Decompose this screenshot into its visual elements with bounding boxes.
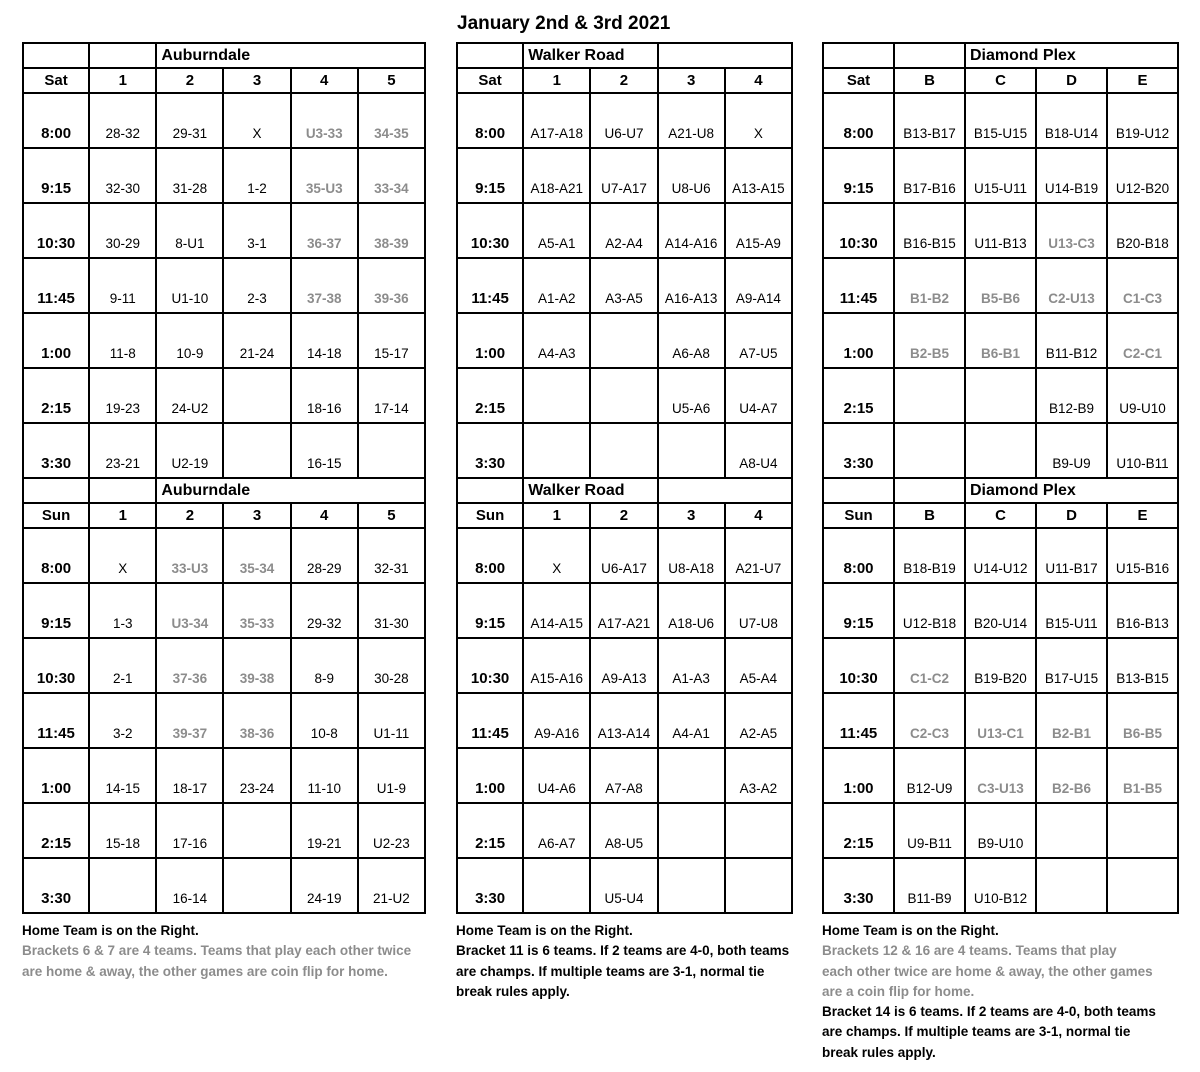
game-cell: A16-A13 bbox=[658, 258, 725, 313]
game-cell: 15-17 bbox=[358, 313, 425, 368]
game-cell: A6-A7 bbox=[523, 803, 590, 858]
game-cell bbox=[658, 748, 725, 803]
game-cell: U2-23 bbox=[358, 803, 425, 858]
game-cell: 28-29 bbox=[291, 528, 358, 583]
game-cell: A7-U5 bbox=[725, 313, 792, 368]
game-cell: C3-U13 bbox=[965, 748, 1036, 803]
venue-name: Walker Road bbox=[523, 43, 657, 68]
game-cell: X bbox=[89, 528, 156, 583]
game-cell: 8-9 bbox=[291, 638, 358, 693]
blank-cell bbox=[23, 478, 89, 503]
game-cell: 24-U2 bbox=[156, 368, 223, 423]
game-cell: B20-U14 bbox=[965, 583, 1036, 638]
game-cell: 23-21 bbox=[89, 423, 156, 478]
note-line: are champs. If multiple teams are 3-1, normal tie bbox=[456, 963, 765, 979]
game-cell bbox=[89, 858, 156, 913]
game-cell bbox=[523, 423, 590, 478]
diamond-plex-table bbox=[822, 42, 1179, 914]
time-cell: 3:30 bbox=[823, 858, 894, 913]
game-cell: U13-C1 bbox=[965, 693, 1036, 748]
game-cell: U14-B19 bbox=[1036, 148, 1107, 203]
time-cell: 9:15 bbox=[457, 148, 523, 203]
game-cell: U3-33 bbox=[291, 93, 358, 148]
game-cell bbox=[725, 858, 792, 913]
column-header: E bbox=[1107, 68, 1178, 93]
game-cell: U9-B11 bbox=[894, 803, 965, 858]
time-cell: 10:30 bbox=[23, 638, 89, 693]
game-cell: A2-A4 bbox=[590, 203, 657, 258]
column-header: 3 bbox=[658, 68, 725, 93]
game-cell: 14-18 bbox=[291, 313, 358, 368]
game-cell: A15-A9 bbox=[725, 203, 792, 258]
venue-name: Auburndale bbox=[156, 43, 425, 68]
day-label: Sat bbox=[823, 68, 894, 93]
game-cell: A18-A21 bbox=[523, 148, 590, 203]
game-cell: U11-B17 bbox=[1036, 528, 1107, 583]
game-cell bbox=[358, 423, 425, 478]
note-line: Brackets 12 & 16 are 4 teams. Teams that play bbox=[822, 943, 1117, 959]
game-cell: U12-B20 bbox=[1107, 148, 1178, 203]
game-cell bbox=[725, 803, 792, 858]
column-header: 1 bbox=[89, 68, 156, 93]
game-cell: A1-A2 bbox=[523, 258, 590, 313]
game-cell: U6-A17 bbox=[590, 528, 657, 583]
blank-cell bbox=[894, 43, 965, 68]
note-line: Bracket 14 is 6 teams. If 2 teams are 4-0, both teams bbox=[822, 1004, 1156, 1020]
blank-cell bbox=[894, 478, 965, 503]
schedule-title: January 2nd & 3rd 2021 bbox=[457, 13, 671, 34]
game-cell: U12-B18 bbox=[894, 583, 965, 638]
game-cell: A21-U8 bbox=[658, 93, 725, 148]
game-cell bbox=[223, 803, 290, 858]
game-cell: U14-U12 bbox=[965, 528, 1036, 583]
game-cell: U13-C3 bbox=[1036, 203, 1107, 258]
game-cell: B11-B12 bbox=[1036, 313, 1107, 368]
game-cell bbox=[223, 858, 290, 913]
venue-name: Diamond Plex bbox=[965, 478, 1178, 503]
game-cell: 2-1 bbox=[89, 638, 156, 693]
game-cell bbox=[658, 803, 725, 858]
game-cell: 3-2 bbox=[89, 693, 156, 748]
game-cell: B17-B16 bbox=[894, 148, 965, 203]
column-header: 4 bbox=[725, 503, 792, 528]
day-label: Sun bbox=[823, 503, 894, 528]
game-cell: X bbox=[223, 93, 290, 148]
game-cell: 21-24 bbox=[223, 313, 290, 368]
time-cell: 9:15 bbox=[23, 583, 89, 638]
game-cell bbox=[523, 858, 590, 913]
game-cell bbox=[965, 368, 1036, 423]
game-cell: C2-C1 bbox=[1107, 313, 1178, 368]
game-cell: B12-U9 bbox=[894, 748, 965, 803]
game-cell: A17-A18 bbox=[523, 93, 590, 148]
game-cell: B19-U12 bbox=[1107, 93, 1178, 148]
note-line: break rules apply. bbox=[822, 1044, 936, 1060]
game-cell: B1-B5 bbox=[1107, 748, 1178, 803]
walker-road-section bbox=[456, 42, 793, 1002]
game-cell: A13-A15 bbox=[725, 148, 792, 203]
game-cell: 3-1 bbox=[223, 203, 290, 258]
game-cell: 31-30 bbox=[358, 583, 425, 638]
game-cell: B18-B19 bbox=[894, 528, 965, 583]
game-cell: B15-U15 bbox=[965, 93, 1036, 148]
game-cell: 35-33 bbox=[223, 583, 290, 638]
game-cell: 23-24 bbox=[223, 748, 290, 803]
game-cell: U1-9 bbox=[358, 748, 425, 803]
game-cell: 38-36 bbox=[223, 693, 290, 748]
game-cell: B15-U11 bbox=[1036, 583, 1107, 638]
time-cell: 9:15 bbox=[23, 148, 89, 203]
game-cell: U4-A7 bbox=[725, 368, 792, 423]
game-cell: 8-U1 bbox=[156, 203, 223, 258]
time-cell: 11:45 bbox=[823, 258, 894, 313]
blank-cell bbox=[89, 478, 156, 503]
note-line: Home Team is on the Right. bbox=[22, 923, 199, 938]
time-cell: 8:00 bbox=[457, 528, 523, 583]
game-cell: 31-28 bbox=[156, 148, 223, 203]
game-cell: B2-B6 bbox=[1036, 748, 1107, 803]
blank-cell bbox=[457, 43, 523, 68]
game-cell: A5-A1 bbox=[523, 203, 590, 258]
column-header: E bbox=[1107, 503, 1178, 528]
game-cell: 21-U2 bbox=[358, 858, 425, 913]
time-cell: 1:00 bbox=[457, 748, 523, 803]
game-cell bbox=[894, 423, 965, 478]
game-cell: U10-B12 bbox=[965, 858, 1036, 913]
game-cell: 17-14 bbox=[358, 368, 425, 423]
walker-road-table bbox=[456, 42, 793, 914]
game-cell: 11-8 bbox=[89, 313, 156, 368]
note-line: break rules apply. bbox=[456, 983, 570, 999]
game-cell: A18-U6 bbox=[658, 583, 725, 638]
game-cell: U7-A17 bbox=[590, 148, 657, 203]
venue-name: Auburndale bbox=[156, 478, 425, 503]
game-cell: A14-A15 bbox=[523, 583, 590, 638]
column-header: B bbox=[894, 503, 965, 528]
game-cell: A17-A21 bbox=[590, 583, 657, 638]
auburndale-table bbox=[22, 42, 426, 914]
time-cell: 10:30 bbox=[823, 203, 894, 258]
game-cell: 19-23 bbox=[89, 368, 156, 423]
game-cell: A1-A3 bbox=[658, 638, 725, 693]
time-cell: 2:15 bbox=[457, 803, 523, 858]
time-cell: 3:30 bbox=[457, 858, 523, 913]
game-cell: 39-37 bbox=[156, 693, 223, 748]
blank-cell bbox=[23, 43, 89, 68]
game-cell: 18-16 bbox=[291, 368, 358, 423]
game-cell: B16-B15 bbox=[894, 203, 965, 258]
game-cell: A8-U4 bbox=[725, 423, 792, 478]
game-cell: 14-15 bbox=[89, 748, 156, 803]
game-cell bbox=[590, 313, 657, 368]
game-cell: 33-U3 bbox=[156, 528, 223, 583]
game-cell: A4-A3 bbox=[523, 313, 590, 368]
game-cell: 17-16 bbox=[156, 803, 223, 858]
game-cell: B9-U10 bbox=[965, 803, 1036, 858]
game-cell: 30-29 bbox=[89, 203, 156, 258]
game-cell: C2-U13 bbox=[1036, 258, 1107, 313]
game-cell: 32-30 bbox=[89, 148, 156, 203]
time-cell: 11:45 bbox=[23, 258, 89, 313]
time-cell: 11:45 bbox=[23, 693, 89, 748]
day-label: Sat bbox=[23, 68, 89, 93]
time-cell: 8:00 bbox=[457, 93, 523, 148]
game-cell: X bbox=[725, 93, 792, 148]
time-cell: 11:45 bbox=[457, 693, 523, 748]
game-cell: 16-14 bbox=[156, 858, 223, 913]
game-cell: A9-A14 bbox=[725, 258, 792, 313]
game-cell: A13-A14 bbox=[590, 693, 657, 748]
column-header: 4 bbox=[725, 68, 792, 93]
column-header: 2 bbox=[590, 68, 657, 93]
time-cell: 1:00 bbox=[823, 748, 894, 803]
note-line: are champs. If multiple teams are 3-1, normal tie bbox=[822, 1024, 1131, 1040]
time-cell: 2:15 bbox=[823, 368, 894, 423]
column-header: 5 bbox=[358, 68, 425, 93]
walker-road-notes bbox=[456, 921, 793, 1002]
time-cell: 2:15 bbox=[823, 803, 894, 858]
game-cell: B11-B9 bbox=[894, 858, 965, 913]
game-cell: U15-B16 bbox=[1107, 528, 1178, 583]
game-cell: 16-15 bbox=[291, 423, 358, 478]
note-line: each other twice are home & away, the other games bbox=[822, 963, 1153, 979]
game-cell: B17-U15 bbox=[1036, 638, 1107, 693]
time-cell: 10:30 bbox=[823, 638, 894, 693]
time-cell: 11:45 bbox=[457, 258, 523, 313]
column-header: 2 bbox=[156, 503, 223, 528]
game-cell: B13-B17 bbox=[894, 93, 965, 148]
game-cell: U1-11 bbox=[358, 693, 425, 748]
game-cell bbox=[523, 368, 590, 423]
time-cell: 10:30 bbox=[457, 638, 523, 693]
blank-cell bbox=[658, 478, 792, 503]
game-cell: B6-B5 bbox=[1107, 693, 1178, 748]
column-header: 3 bbox=[658, 503, 725, 528]
time-cell: 1:00 bbox=[823, 313, 894, 368]
game-cell: 34-35 bbox=[358, 93, 425, 148]
game-cell: 36-37 bbox=[291, 203, 358, 258]
game-cell: B13-B15 bbox=[1107, 638, 1178, 693]
game-cell bbox=[1107, 803, 1178, 858]
game-cell: 28-32 bbox=[89, 93, 156, 148]
game-cell: U4-A6 bbox=[523, 748, 590, 803]
game-cell: 35-34 bbox=[223, 528, 290, 583]
game-cell: 39-36 bbox=[358, 258, 425, 313]
game-cell: B18-U14 bbox=[1036, 93, 1107, 148]
game-cell: B1-B2 bbox=[894, 258, 965, 313]
column-header: C bbox=[965, 68, 1036, 93]
game-cell: A14-A16 bbox=[658, 203, 725, 258]
column-header: 4 bbox=[291, 68, 358, 93]
blank-cell bbox=[89, 43, 156, 68]
column-header: 4 bbox=[291, 503, 358, 528]
venue-name: Diamond Plex bbox=[965, 43, 1178, 68]
game-cell: 35-U3 bbox=[291, 148, 358, 203]
time-cell: 8:00 bbox=[23, 528, 89, 583]
time-cell: 10:30 bbox=[457, 203, 523, 258]
blank-cell bbox=[823, 478, 894, 503]
column-header: 3 bbox=[223, 503, 290, 528]
game-cell: C2-C3 bbox=[894, 693, 965, 748]
note-line: Brackets 6 & 7 are 4 teams. Teams that play each other twice bbox=[22, 943, 412, 959]
game-cell: 18-17 bbox=[156, 748, 223, 803]
game-cell: C1-C3 bbox=[1107, 258, 1178, 313]
time-cell: 10:30 bbox=[23, 203, 89, 258]
note-line: are a coin flip for home. bbox=[822, 983, 975, 999]
game-cell: 38-39 bbox=[358, 203, 425, 258]
game-cell: U5-A6 bbox=[658, 368, 725, 423]
time-cell: 8:00 bbox=[23, 93, 89, 148]
game-cell: A15-A16 bbox=[523, 638, 590, 693]
time-cell: 9:15 bbox=[823, 583, 894, 638]
game-cell: A2-A5 bbox=[725, 693, 792, 748]
game-cell: 39-38 bbox=[223, 638, 290, 693]
game-cell: U8-U6 bbox=[658, 148, 725, 203]
game-cell: U5-U4 bbox=[590, 858, 657, 913]
note-line: Home Team is on the Right. bbox=[456, 923, 633, 938]
column-header: B bbox=[894, 68, 965, 93]
game-cell: B12-B9 bbox=[1036, 368, 1107, 423]
game-cell bbox=[223, 368, 290, 423]
game-cell: A6-A8 bbox=[658, 313, 725, 368]
game-cell: 33-34 bbox=[358, 148, 425, 203]
time-cell: 3:30 bbox=[23, 423, 89, 478]
game-cell: 10-8 bbox=[291, 693, 358, 748]
time-cell: 1:00 bbox=[23, 748, 89, 803]
column-header: 2 bbox=[156, 68, 223, 93]
game-cell: A5-A4 bbox=[725, 638, 792, 693]
game-cell: 29-31 bbox=[156, 93, 223, 148]
game-cell: B2-B1 bbox=[1036, 693, 1107, 748]
time-cell: 9:15 bbox=[823, 148, 894, 203]
game-cell: B6-B1 bbox=[965, 313, 1036, 368]
game-cell: 37-36 bbox=[156, 638, 223, 693]
column-header: D bbox=[1036, 68, 1107, 93]
game-cell: 19-21 bbox=[291, 803, 358, 858]
game-cell: A3-A2 bbox=[725, 748, 792, 803]
column-header: C bbox=[965, 503, 1036, 528]
game-cell: 10-9 bbox=[156, 313, 223, 368]
day-label: Sun bbox=[457, 503, 523, 528]
time-cell: 3:30 bbox=[823, 423, 894, 478]
time-cell: 1:00 bbox=[457, 313, 523, 368]
game-cell: B16-B13 bbox=[1107, 583, 1178, 638]
game-cell: U7-U8 bbox=[725, 583, 792, 638]
game-cell: A8-U5 bbox=[590, 803, 657, 858]
game-cell: 15-18 bbox=[89, 803, 156, 858]
column-header: D bbox=[1036, 503, 1107, 528]
day-label: Sat bbox=[457, 68, 523, 93]
game-cell: U2-19 bbox=[156, 423, 223, 478]
game-cell: B5-B6 bbox=[965, 258, 1036, 313]
blank-cell bbox=[457, 478, 523, 503]
time-cell: 8:00 bbox=[823, 528, 894, 583]
game-cell: 32-31 bbox=[358, 528, 425, 583]
game-cell bbox=[223, 423, 290, 478]
game-cell: A9-A13 bbox=[590, 638, 657, 693]
game-cell bbox=[965, 423, 1036, 478]
time-cell: 9:15 bbox=[457, 583, 523, 638]
column-header: 2 bbox=[590, 503, 657, 528]
game-cell: B2-B5 bbox=[894, 313, 965, 368]
game-cell: X bbox=[523, 528, 590, 583]
time-cell: 1:00 bbox=[23, 313, 89, 368]
game-cell bbox=[658, 858, 725, 913]
game-cell: U15-U11 bbox=[965, 148, 1036, 203]
game-cell: U1-10 bbox=[156, 258, 223, 313]
game-cell: U6-U7 bbox=[590, 93, 657, 148]
time-cell: 3:30 bbox=[457, 423, 523, 478]
game-cell: U3-34 bbox=[156, 583, 223, 638]
column-header: 3 bbox=[223, 68, 290, 93]
time-cell: 2:15 bbox=[23, 368, 89, 423]
time-cell: 11:45 bbox=[823, 693, 894, 748]
column-header: 1 bbox=[523, 503, 590, 528]
game-cell bbox=[1107, 858, 1178, 913]
game-cell: U8-A18 bbox=[658, 528, 725, 583]
time-cell: 3:30 bbox=[23, 858, 89, 913]
game-cell: 9-11 bbox=[89, 258, 156, 313]
time-cell: 8:00 bbox=[823, 93, 894, 148]
auburndale-notes bbox=[22, 921, 426, 982]
game-cell: A7-A8 bbox=[590, 748, 657, 803]
game-cell: U11-B13 bbox=[965, 203, 1036, 258]
note-line: Home Team is on the Right. bbox=[822, 923, 999, 938]
game-cell: C1-C2 bbox=[894, 638, 965, 693]
game-cell: 30-28 bbox=[358, 638, 425, 693]
game-cell: A9-A16 bbox=[523, 693, 590, 748]
game-cell: B19-B20 bbox=[965, 638, 1036, 693]
venue-name: Walker Road bbox=[523, 478, 657, 503]
game-cell: 1-2 bbox=[223, 148, 290, 203]
game-cell: A21-U7 bbox=[725, 528, 792, 583]
game-cell: A4-A1 bbox=[658, 693, 725, 748]
game-cell: 29-32 bbox=[291, 583, 358, 638]
game-cell: B20-B18 bbox=[1107, 203, 1178, 258]
diamond-plex-section bbox=[822, 42, 1179, 1063]
time-cell: 2:15 bbox=[457, 368, 523, 423]
game-cell bbox=[894, 368, 965, 423]
game-cell: A3-A5 bbox=[590, 258, 657, 313]
note-line: are home & away, the other games are coin flip for home. bbox=[22, 963, 388, 979]
game-cell: 24-19 bbox=[291, 858, 358, 913]
game-cell: 11-10 bbox=[291, 748, 358, 803]
column-header: 1 bbox=[89, 503, 156, 528]
blank-cell bbox=[658, 43, 792, 68]
game-cell: U9-U10 bbox=[1107, 368, 1178, 423]
blank-cell bbox=[823, 43, 894, 68]
diamond-plex-notes bbox=[822, 921, 1179, 1063]
game-cell bbox=[658, 423, 725, 478]
game-cell: 37-38 bbox=[291, 258, 358, 313]
game-cell bbox=[1036, 858, 1107, 913]
game-cell bbox=[590, 423, 657, 478]
game-cell: B9-U9 bbox=[1036, 423, 1107, 478]
note-line: Bracket 11 is 6 teams. If 2 teams are 4-0, both teams bbox=[456, 943, 790, 959]
game-cell: 2-3 bbox=[223, 258, 290, 313]
time-cell: 2:15 bbox=[23, 803, 89, 858]
game-cell: 1-3 bbox=[89, 583, 156, 638]
column-header: 1 bbox=[523, 68, 590, 93]
day-label: Sun bbox=[23, 503, 89, 528]
column-header: 5 bbox=[358, 503, 425, 528]
game-cell bbox=[590, 368, 657, 423]
game-cell bbox=[1036, 803, 1107, 858]
game-cell: U10-B11 bbox=[1107, 423, 1178, 478]
auburndale-section bbox=[22, 42, 426, 982]
